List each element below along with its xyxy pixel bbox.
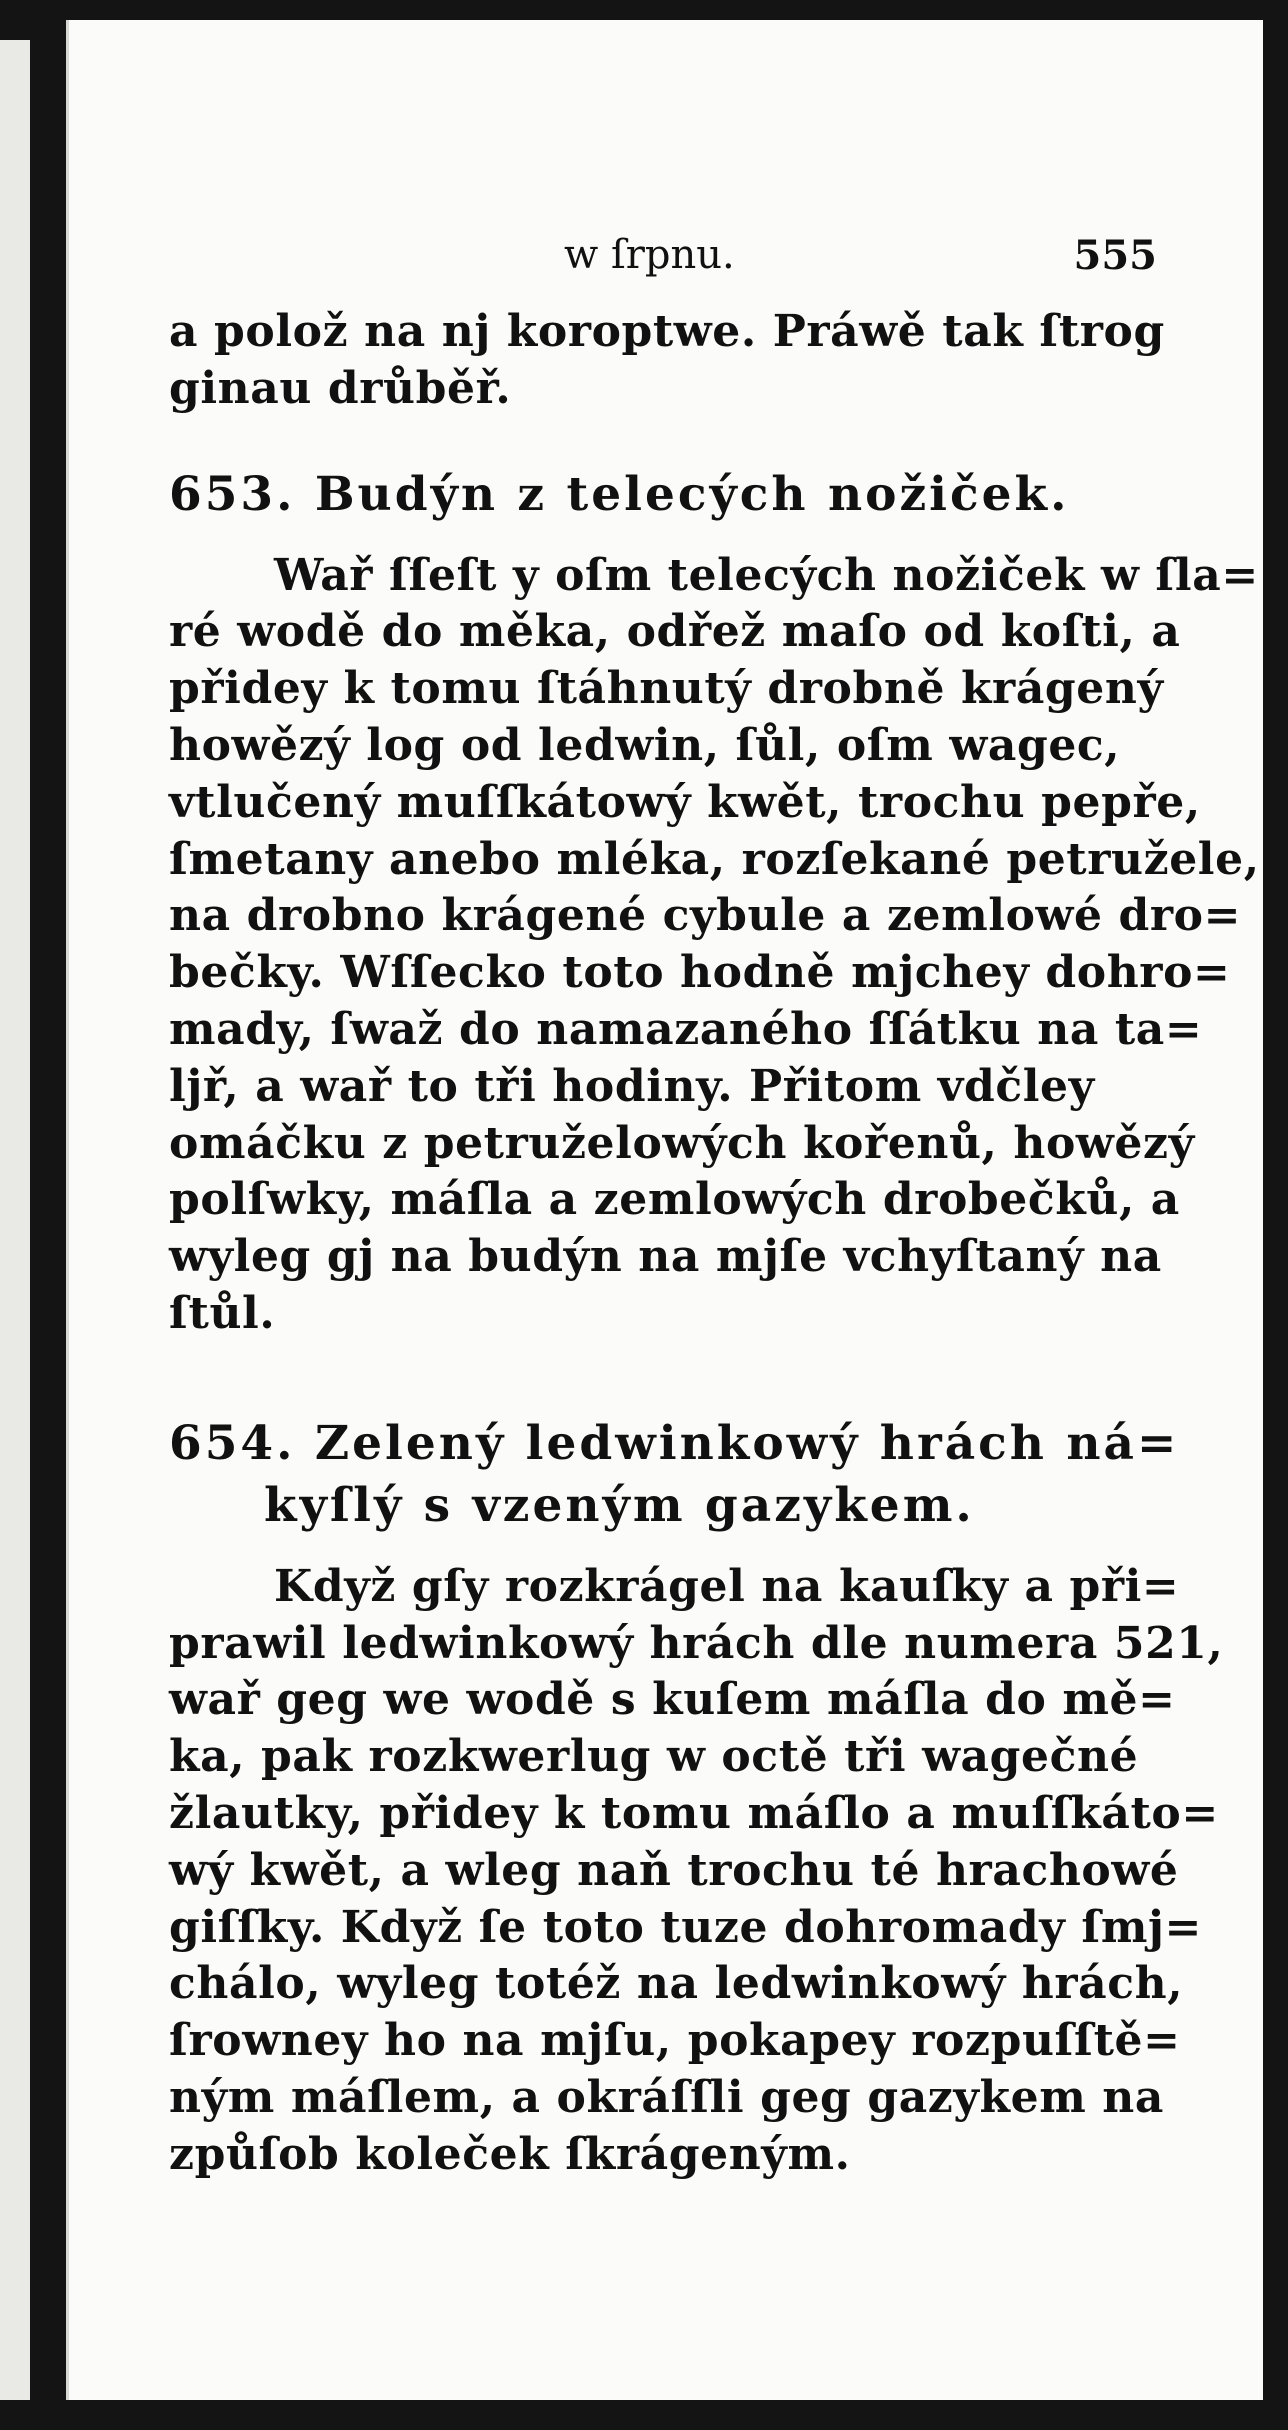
text-line: polſwky, máſla a zemlowých drobečků, a <box>169 1174 1180 1226</box>
text-line: bečky. Wſſecko toto hodně mjchey dohro= <box>169 947 1231 999</box>
text-line: Wař ſſeſt y oſm telecých nožiček w ſla= <box>274 549 1259 601</box>
text-line: mady, ſwaž do namazaného ſſátku na ta= <box>169 1003 1203 1055</box>
recipe-654-heading-line1: 654. Zelený ledwinkowý hrách ná= <box>169 1415 1180 1471</box>
text-line: žlautky, přidey k tomu máſlo a muſſkáto= <box>169 1787 1219 1839</box>
intro-paragraph <box>169 304 1165 418</box>
text-line: na drobno krágené cybule a zemlowé dro= <box>169 890 1242 942</box>
text-line: vtlučený muſſkátowý kwět, trochu pepře, <box>169 776 1201 828</box>
text-line: ſmetany anebo mléka, rozſekané petružele, <box>169 833 1260 885</box>
text-line: a polož na nj koroptwe. Práwě tak ſtrog <box>169 306 1165 357</box>
book-page <box>66 20 1263 2400</box>
text-line: ljř, a wař to tři hodiny. Přitom vdčley <box>169 1060 1095 1112</box>
text-line: wař geg we wodě s kuſem máſla do mě= <box>169 1674 1176 1726</box>
text-line: howězý log od ledwin, ſůl, oſm wagec, <box>169 719 1121 771</box>
running-head: w ſrpnu. <box>564 232 735 278</box>
text-line: prawil ledwinkowý hrách dle numera 521, <box>169 1617 1224 1669</box>
page-header <box>169 220 1157 290</box>
text-line: ſtůl. <box>169 1287 276 1339</box>
text-line: wyleg gj na budýn na mjſe vchyſtaný na <box>169 1231 1162 1283</box>
text-line: ginau drůběř. <box>169 362 512 414</box>
text-line: chálo, wyleg totéž na ledwinkowý hrách, <box>169 1958 1184 2010</box>
text-line: wý kwět, a wleg naň trochu té hrachowé <box>169 1844 1179 1896</box>
adjacent-page-edge <box>0 40 30 2400</box>
text-line: přidey k tomu ſtáhnutý drobně krágený <box>169 663 1164 715</box>
text-line: ka, pak rozkwerlug w octě tři wagečné <box>169 1731 1139 1783</box>
page-number: 555 <box>1073 232 1157 279</box>
recipe-653-body <box>169 548 1260 1343</box>
text-line: ſrowney ho na mjſu, pokapey rozpuſſtě= <box>169 2015 1181 2067</box>
text-line: způſob koleček ſkrágeným. <box>169 2128 851 2180</box>
text-line: giſſky. Když ſe toto tuze dohromady ſmj= <box>169 1901 1202 1953</box>
text-line: ré wodě do měka, odřež maſo od koſti, a <box>169 606 1181 658</box>
recipe-654-heading-line2: kyſlý s vzeným gazykem. <box>264 1477 975 1533</box>
text-line: Když gſy rozkrágel na kauſky a při= <box>274 1560 1180 1612</box>
recipe-654-body <box>169 1559 1224 2184</box>
text-line: omáčku z petruželowých kořenů, howězý <box>169 1117 1195 1169</box>
recipe-653-heading: 653. Budýn z telecých nožiček. <box>169 466 1070 522</box>
page-text <box>169 220 1260 2184</box>
text-line: ným máſlem, a okráſſli geg gazykem na <box>169 2071 1165 2123</box>
